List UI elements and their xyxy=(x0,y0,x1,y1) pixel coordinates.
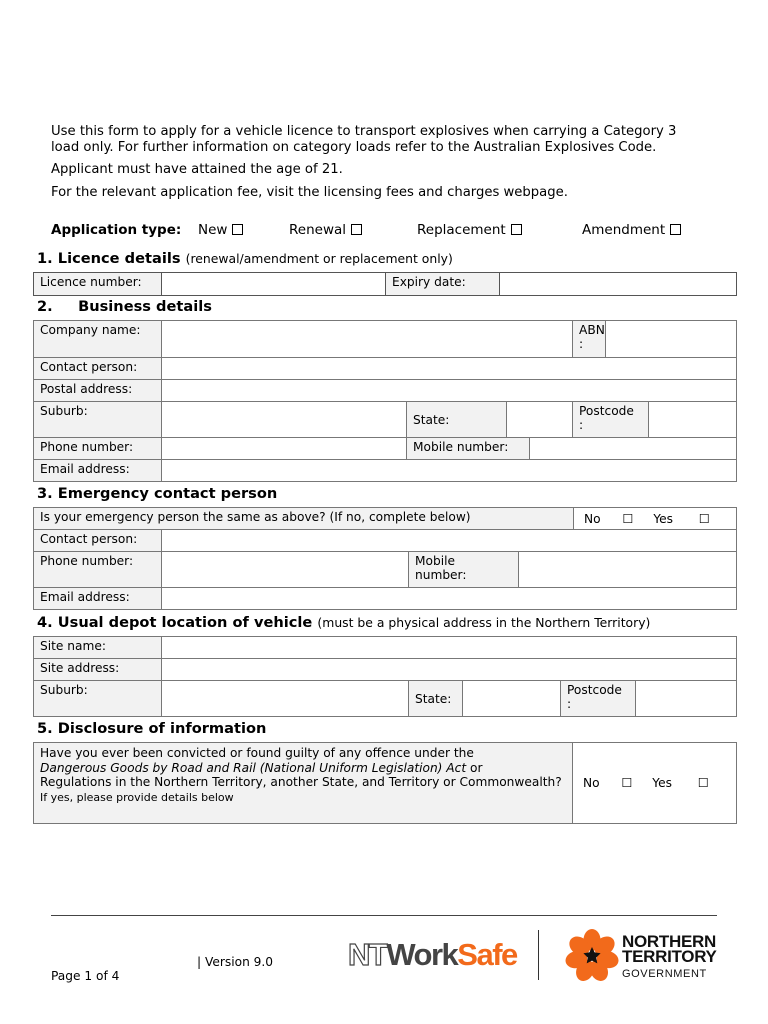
abn-label: ABN : xyxy=(573,321,606,358)
mobile-number-label: Mobile number: xyxy=(407,438,530,460)
emergency-email-input[interactable] xyxy=(162,588,737,610)
disclosure-line-3: Regulations in the Northern Territory, another State, and Territory or Commonwealth? xyxy=(40,775,562,789)
depot-state-label: State: xyxy=(409,681,463,717)
section-3-title: 3. Emergency contact person xyxy=(37,485,278,502)
application-type-label: Application type: xyxy=(51,222,182,238)
disclosure-yes-label: Yes xyxy=(652,776,672,790)
same-person-question: Is your emergency person the same as above? (If no, complete below) xyxy=(34,508,574,530)
depot-suburb-label: Suburb: xyxy=(34,681,162,717)
disclosure-note: If yes, please provide details below xyxy=(40,790,234,804)
nt-government-logo-text xyxy=(622,934,717,982)
disclosure-table xyxy=(33,742,737,824)
footer-divider xyxy=(51,915,717,916)
email-address-label: Email address: xyxy=(34,460,162,482)
emergency-yes-checkbox[interactable]: ☐ xyxy=(698,511,710,526)
depot-state-input[interactable] xyxy=(463,681,561,717)
business-details-table xyxy=(33,320,737,482)
contact-person-label: Contact person: xyxy=(34,358,162,380)
section-4-note: (must be a physical address in the Northern Territory) xyxy=(317,615,651,630)
section-1-note: (renewal/amendment or replacement only) xyxy=(185,251,453,266)
licence-number-label: Licence number: xyxy=(34,273,162,296)
licence-number-input[interactable] xyxy=(162,273,386,296)
company-name-label: Company name: xyxy=(34,321,162,358)
section-4-heading xyxy=(37,614,650,631)
emergency-mobile-input[interactable] xyxy=(519,552,737,588)
section-5-title: 5. Disclosure of information xyxy=(37,720,267,737)
phone-number-input[interactable] xyxy=(162,438,407,460)
postal-address-input[interactable] xyxy=(162,380,737,402)
section-3-heading xyxy=(37,485,277,502)
state-label: State: xyxy=(407,402,507,438)
option-amendment-label: Amendment xyxy=(582,222,666,238)
disclosure-yes-checkbox[interactable]: ☐ xyxy=(697,776,709,790)
replacement-checkbox[interactable] xyxy=(511,224,522,235)
disclosure-or: or xyxy=(466,760,483,775)
section-2-heading xyxy=(37,298,212,315)
expiry-date-input[interactable] xyxy=(500,273,737,296)
disclosure-no-label: No xyxy=(583,776,600,790)
option-renewal-label: Renewal xyxy=(289,222,347,238)
section-4-title: 4. Usual depot location of vehicle xyxy=(37,614,313,631)
abn-input[interactable] xyxy=(606,321,737,358)
logo-divider xyxy=(538,930,539,980)
disclosure-act-name: Dangerous Goods by Road and Rail (National Uniform Legislation) Act xyxy=(40,760,467,775)
page-number: Page 1 of 4 xyxy=(51,969,120,983)
disclosure-line-1: Have you ever been convicted or found guilty of any offence under the xyxy=(40,746,474,760)
option-replacement xyxy=(417,222,522,238)
postal-address-label: Postal address: xyxy=(34,380,162,402)
intro-paragraph-1: Use this form to apply for a vehicle licence to transport explosives when carrying a Category 3 load only. For further information on category loads refer to the Australian Explosives Code. xyxy=(51,124,677,155)
version-label: | Version 9.0 xyxy=(197,955,274,969)
option-new xyxy=(198,222,243,238)
section-1-heading xyxy=(37,250,453,267)
amendment-checkbox[interactable] xyxy=(670,224,681,235)
emergency-contact-person-input[interactable] xyxy=(162,530,737,552)
site-address-input[interactable] xyxy=(162,659,737,681)
contact-person-input[interactable] xyxy=(162,358,737,380)
email-address-input[interactable] xyxy=(162,460,737,482)
disclosure-no-checkbox[interactable]: ☐ xyxy=(621,776,633,790)
option-replacement-label: Replacement xyxy=(417,222,506,238)
site-address-label: Site address: xyxy=(34,659,162,681)
logo-nt-text: NT xyxy=(348,937,387,972)
suburb-label: Suburb: xyxy=(34,402,162,438)
site-name-label: Site name: xyxy=(34,637,162,659)
option-renewal xyxy=(289,222,362,238)
option-new-label: New xyxy=(198,222,228,238)
logo-safe-text: Safe xyxy=(457,937,517,972)
licence-details-table xyxy=(33,272,737,296)
desert-rose-icon xyxy=(563,928,621,984)
ntg-line-3: GOVERNMENT xyxy=(622,968,707,980)
option-amendment xyxy=(582,222,681,238)
logo-work-text: Work xyxy=(386,937,458,972)
intro-text xyxy=(51,124,691,207)
depot-location-table xyxy=(33,636,737,717)
ntg-line-2: TERRITORY xyxy=(622,947,717,966)
site-name-input[interactable] xyxy=(162,637,737,659)
mobile-number-input[interactable] xyxy=(530,438,737,460)
section-2-title: 2. Business details xyxy=(37,298,212,315)
ntg-line-1: NORTHERN xyxy=(622,932,716,951)
disclosure-yes-no xyxy=(573,743,737,824)
same-person-yes-no xyxy=(574,508,737,530)
intro-paragraph-2: Applicant must have attained the age of 21. xyxy=(51,162,343,177)
postcode-input[interactable] xyxy=(649,402,737,438)
emergency-phone-label: Phone number: xyxy=(34,552,162,588)
emergency-email-label: Email address: xyxy=(34,588,162,610)
renewal-checkbox[interactable] xyxy=(351,224,362,235)
depot-postcode-label: Postcode : xyxy=(561,681,636,717)
emergency-yes-label: Yes xyxy=(653,511,673,526)
ntworksafe-logo xyxy=(348,937,517,973)
emergency-contact-person-label: Contact person: xyxy=(34,530,162,552)
emergency-contact-table xyxy=(33,507,737,610)
emergency-no-checkbox[interactable]: ☐ xyxy=(622,511,634,526)
expiry-date-label: Expiry date: xyxy=(386,273,500,296)
new-checkbox[interactable] xyxy=(232,224,243,235)
phone-number-label: Phone number: xyxy=(34,438,162,460)
suburb-input[interactable] xyxy=(162,402,407,438)
postcode-label: Postcode : xyxy=(573,402,649,438)
emergency-phone-input[interactable] xyxy=(162,552,409,588)
section-5-heading xyxy=(37,720,266,737)
disclosure-question xyxy=(34,743,573,824)
depot-postcode-input[interactable] xyxy=(636,681,737,717)
emergency-mobile-label: Mobile number: xyxy=(409,552,519,588)
depot-suburb-input[interactable] xyxy=(162,681,409,717)
application-type-row xyxy=(51,222,741,240)
intro-paragraph-3: For the relevant application fee, visit the licensing fees and charges webpage. xyxy=(51,184,568,200)
emergency-no-label: No xyxy=(584,511,601,526)
company-name-input[interactable] xyxy=(162,321,573,358)
section-1-title: 1. Licence details xyxy=(37,250,181,267)
state-input[interactable] xyxy=(507,402,573,438)
